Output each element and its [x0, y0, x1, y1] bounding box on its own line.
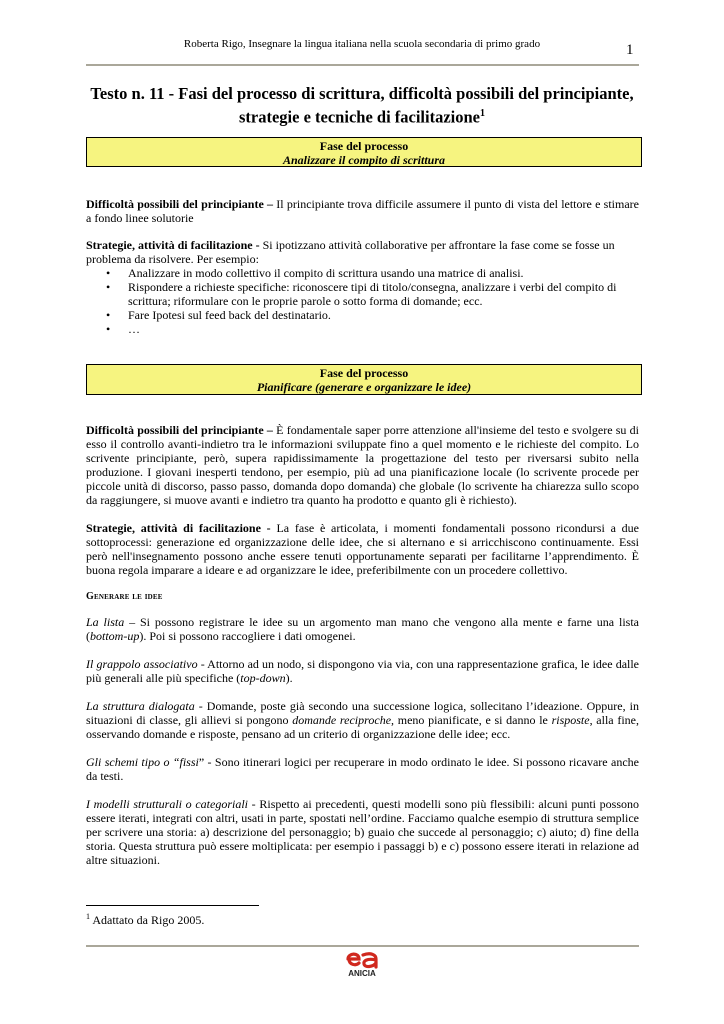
list-item-text: Fare Ipotesi sul feed back del destinatario.: [128, 308, 331, 322]
paragraph-lista: [86, 615, 639, 643]
term-bottom-up: bottom-up: [90, 629, 140, 643]
text-segment: ). Poi si possono raccogliere i dati omogenei.: [139, 629, 356, 643]
strategy-text: La fase è articolata, i momenti fondamentali possono ricondursi a due sottoprocessi: generazione ed organizzazione delle idee, che si alternano e si arricchiscono continuamente. Essi però nell'insegnamento possono anche essere tenuti opportunamente separati per facilitarne l’apprendimento. È buona regola imparare a ideare e ad organizzare le idee, preferibilmente con un procedere collettivo.: [86, 521, 639, 577]
document-title: [86, 84, 638, 128]
term-schemi: Gli schemi tipo o “fissi: [86, 755, 199, 769]
list-item: [86, 308, 639, 322]
difficulty-paragraph-2: [86, 423, 639, 507]
paragraph-modelli: [86, 797, 639, 867]
phase-label: Fase del processo: [319, 366, 409, 380]
text-segment: – Si possono registrare le idee su un argomento man mano che vengono alla mente e farne una lista (: [86, 615, 639, 643]
phase-box-analizzare: [86, 137, 642, 167]
list-item-text: Rispondere a richieste specifiche: riconoscere tipi di titolo/consegna, analizzare i verbi del compito di scrittura; riformulare con le proprie parole o sotto forma di domande; ecc.: [128, 280, 617, 308]
list-item: [86, 280, 639, 308]
phase-name: Analizzare il compito di scrittura: [282, 153, 446, 167]
strategy-paragraph-2: [86, 521, 639, 577]
text-segment: meno pianificate, e si danno le: [394, 713, 552, 727]
title-footnote-mark: 1: [480, 108, 485, 119]
strategy-label: Strategie, attività di facilitazione -: [86, 521, 271, 535]
page-number: 1: [626, 42, 634, 58]
term-domande-reciproche: domande reciproche,: [292, 713, 395, 727]
footnote-rule: [86, 905, 259, 906]
text-segment: - Attorno ad un nodo, si dispongono via via, con una rappresentazione grafica, le idee dalle più generali alle più specifiche (: [86, 657, 640, 685]
title-line-1: Testo n. 11 - Fasi del processo di scrittura, difficoltà possibili del principiante,: [90, 84, 634, 103]
term-lista: La lista: [86, 615, 125, 629]
phase-label: Fase del processo: [319, 139, 409, 153]
paragraph-dialogata: [86, 699, 639, 741]
paragraph-schemi: [86, 755, 639, 783]
bullet-dot-icon: •: [106, 322, 111, 336]
text-segment: - Rispetto ai precedenti, questi modelli sono più flessibili: alcuni punti possono essere iterati, integrati con altri, usati in parte, spostati nell’ordine. Facciamo qualche esempio di struttura semplice per scrivere una storia: a) descrizione del personaggio; b) guaio che succede al personaggio; c) aiuto; d) fine della storia. Questa struttura può essere moltiplicata: per esempio i passaggi b) e c) possono essere iterati in relazione ad altre situazioni.: [86, 797, 640, 867]
bullet-dot-icon: •: [106, 266, 111, 280]
difficulty-label: Difficoltà possibili del principiante –: [86, 197, 274, 211]
phase-name: Pianificare (generare e organizzare le idee): [256, 380, 472, 394]
strategy-bullet-list: [86, 266, 639, 336]
term-modelli: I modelli strutturali o categoriali: [86, 797, 249, 811]
footnote-text: Adattato da Rigo 2005.: [90, 913, 205, 927]
strategy-label: Strategie, attività di facilitazione -: [86, 238, 260, 252]
bullet-dot-icon: •: [106, 280, 111, 294]
paragraph-grappolo: [86, 657, 639, 685]
text-segment: - Domande, poste già secondo una successione logica, sollecitano l’ideazione. Oppure, in situazioni di classe, gli allievi si pongono: [86, 699, 639, 727]
footnote: [86, 912, 204, 928]
text-segment: ” - Sono itinerari logici per recuperare in modo ordinato le idee. Si possono ricavare anche da testi.: [86, 755, 639, 783]
footer-rule: [86, 945, 639, 947]
text-segment: ).: [285, 671, 293, 685]
running-header: Roberta Rigo, Insegnare la lingua italiana nella scuola secondaria di primo grado: [183, 38, 541, 50]
publisher-name: ANICIA: [348, 969, 376, 978]
bullet-dot-icon: •: [106, 308, 111, 322]
footnote-mark: 1: [86, 912, 90, 921]
header-rule: [86, 64, 639, 66]
section-heading-text: Generare le idee: [86, 591, 163, 602]
strategy-paragraph-1: [86, 238, 639, 266]
term-grappolo: Il grappolo associativo: [86, 657, 198, 671]
section-heading-generare: [86, 591, 163, 602]
term-risposte: risposte: [551, 713, 590, 727]
text-segment: , alla fine, osservando domande e risposte, pensano ad un criterio di organizzazione delle idee; ecc.: [86, 713, 639, 741]
difficulty-text: È fondamentale saper porre attenzione all'insieme del testo e svolgere su di esso il controllo avanti-indietro tra le informazioni sviluppate fino a quel momento e le richieste del compito. Lo scrivente principiante, però, supera rapidissimamente la progettazione del testo per riversarsi subito nella produzione. I giovani inesperti tendono, per esempio, più ad una pianificazione locale (lo scrivente procede per piccole unità di discorso, passo passo, domanda dopo domanda) che globale (lo scrivente ha chiarezza sullo scopo da raggiungere, si muove avanti e indietro tra quanto ha prodotto e quanto gli è richiesto).: [86, 423, 639, 507]
difficulty-paragraph-1: [86, 197, 639, 225]
term-dialogata: La struttura dialogata: [86, 699, 195, 713]
strategy-text: Si ipotizzano attività collaborative per affrontare la fase come se fosse un problema da risolvere. Per esempio:: [86, 238, 615, 266]
term-top-down: top-down: [240, 671, 286, 685]
list-item: [86, 266, 639, 280]
difficulty-text: Il principiante trova difficile assumere il punto di vista del lettore e stimare a fondo linee solutorie: [86, 197, 639, 225]
difficulty-label: Difficoltà possibili del principiante –: [86, 423, 273, 437]
publisher-logo: [340, 948, 384, 978]
list-item-text: Analizzare in modo collettivo il compito di scrittura usando una matrice di analisi.: [128, 266, 524, 280]
title-line-2: [86, 104, 638, 128]
ea-logo-icon: [345, 948, 379, 970]
phase-box-pianificare: [86, 364, 642, 395]
title-line-2-text: strategie e tecniche di facilitazione: [239, 107, 480, 127]
list-item-text: …: [128, 322, 140, 336]
list-item: [86, 322, 639, 336]
